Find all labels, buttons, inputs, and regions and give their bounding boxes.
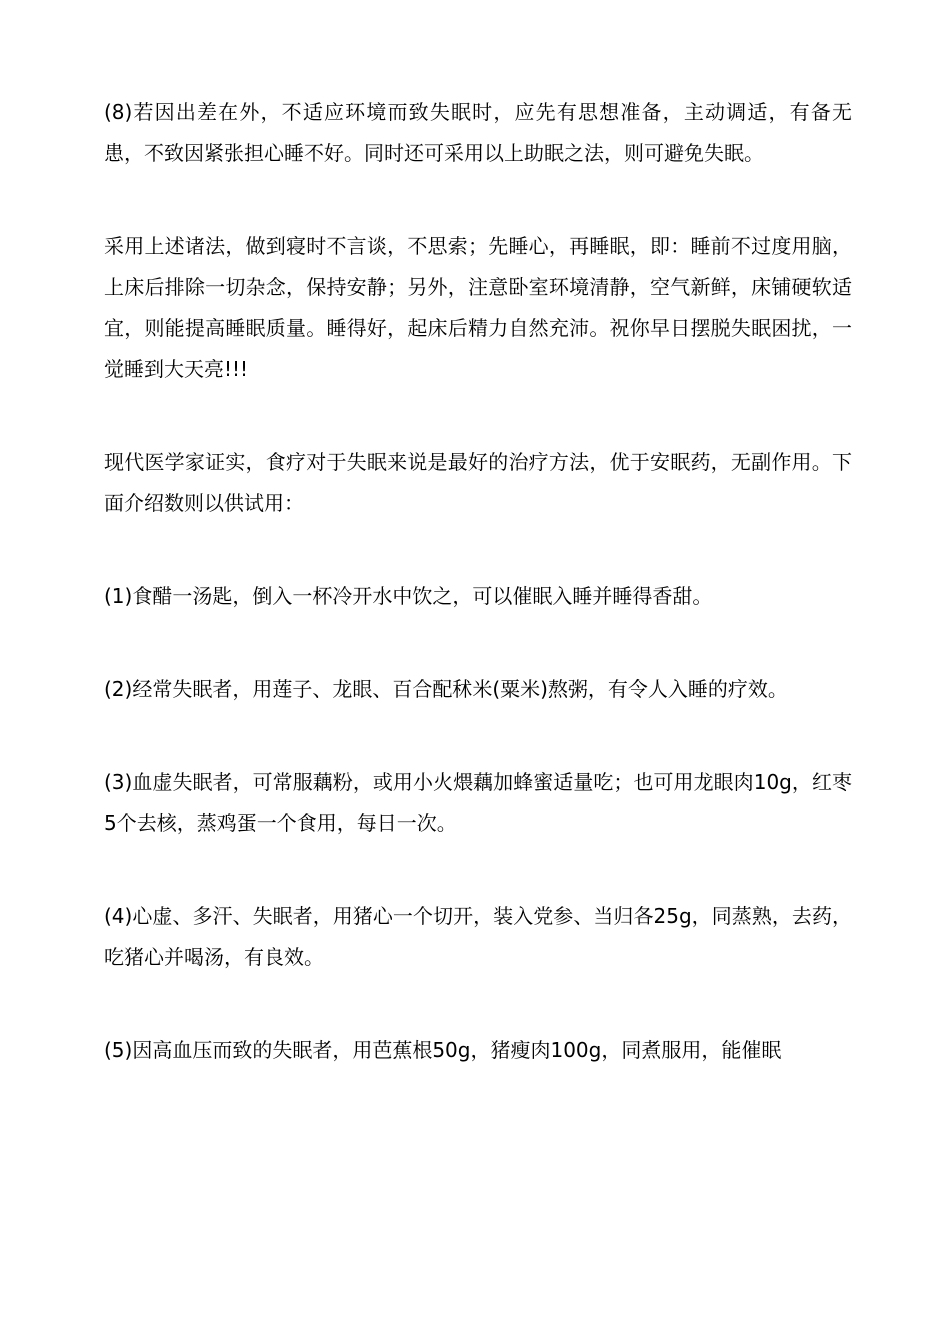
paragraph-remedy-3: (3)血虚失眠者，可常服藕粉，或用小火煨藕加蜂蜜适量吃；也可用龙眼肉10g，红枣5个去核，蒸鸡蛋一个食用，每日一次。: [104, 770, 852, 835]
paragraph-remedy-1: (1)食醋一汤匙，倒入一杯冷开水中饮之，可以催眠入睡并睡得香甜。: [104, 584, 713, 608]
document-page: [104, 92, 852, 1123]
paragraph-remedy-4: (4)心虚、多汗、失眠者，用猪心一个切开，装入党参、当归各25g，同蒸熟，去药，吃猪心并喝汤，有良效。: [104, 904, 852, 969]
paragraph-summary-methods: 采用上述诸法，做到寝时不言谈，不思索；先睡心，再睡眠，即：睡前不过度用脑，上床后排除一切杂念，保持安静；另外，注意卧室环境清静，空气新鲜，床铺硬软适宜，则能提高睡眠质量。睡得好，起床后精力自然充沛。祝你早日摆脱失眠困扰，一觉睡到大天亮!!!: [104, 234, 852, 381]
paragraph-remedy-2: (2)经常失眠者，用莲子、龙眼、百合配秫米(粟米)熬粥，有令人入睡的疗效。: [104, 677, 788, 701]
paragraph-diet-therapy-intro: 现代医学家证实，食疗对于失眠来说是最好的治疗方法，优于安眠药，无副作用。下面介绍数则以供试用：: [104, 450, 852, 515]
paragraph-travel-insomnia: (8)若因出差在外，不适应环境而致失眠时，应先有思想准备，主动调适，有备无患，不致因紧张担心睡不好。同时还可采用以上助眠之法，则可避免失眠。: [104, 100, 852, 165]
paragraph-remedy-5: (5)因高血压而致的失眠者，用芭蕉根50g，猪瘦肉100g，同煮服用，能催眠: [104, 1038, 782, 1062]
